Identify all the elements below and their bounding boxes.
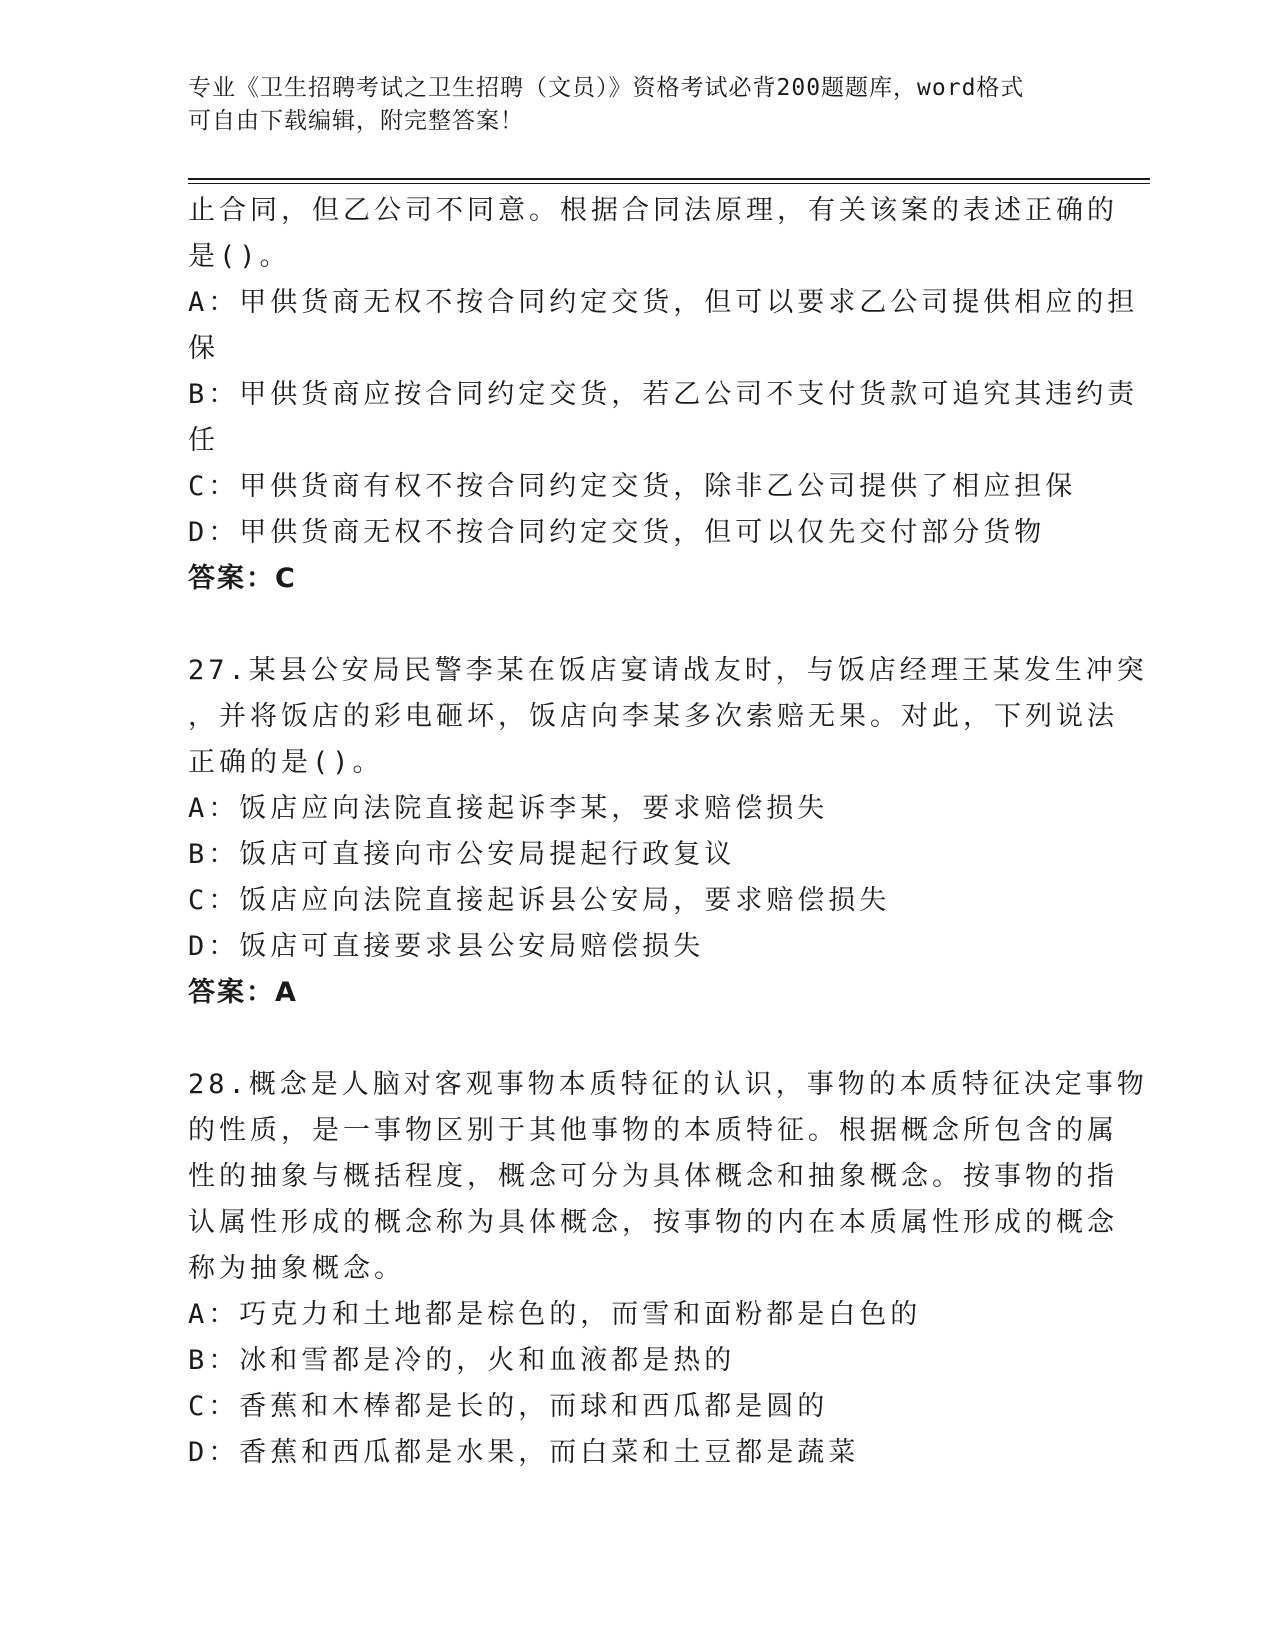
question-28-option-c: C：香蕉和木棒都是长的，而球和西瓜都是圆的 (188, 1391, 829, 1422)
header-title-line-1: 专业《卫生招聘考试之卫生招聘（文员）》资格考试必背200题题库，word格式 (188, 75, 1025, 101)
header-title-line-2: 可自由下载编辑，附完整答案！ (188, 108, 524, 134)
question-27-stem-line-1: 27.某县公安局民警李某在饭店宴请战友时，与饭店经理王某发生冲突 (188, 655, 1148, 686)
spacer (188, 602, 1088, 648)
spacer (188, 1016, 1088, 1062)
question-27-option-b: B：饭店可直接向市公安局提起行政复议 (188, 839, 736, 870)
question-26-option-b-line-2: 任 (188, 425, 219, 456)
question-26-option-d: D：甲供货商无权不按合同约定交货，但可以仅先交付部分货物 (188, 517, 1046, 548)
question-26-option-a-line-2: 保 (188, 333, 219, 364)
question-26-option-a-line-1: A：甲供货商无权不按合同约定交货，但可以要求乙公司提供相应的担 (188, 287, 1139, 318)
question-27-stem-line-2: ，并将饭店的彩电砸坏，饭店向李某多次索赔无果。对此，下列说法 (188, 701, 1118, 732)
document-body (188, 188, 1148, 1476)
question-26 (188, 188, 1139, 602)
question-28-option-d: D：香蕉和西瓜都是水果，而白菜和土豆都是蔬菜 (188, 1437, 860, 1468)
question-26-answer: 答案：C (188, 563, 297, 594)
question-26-stem-line-1: 止合同，但乙公司不同意。根据合同法原理，有关该案的表述正确的 (188, 195, 1118, 226)
question-27-answer: 答案：A (188, 977, 298, 1008)
question-26-option-c: C：甲供货商有权不按合同约定交货，除非乙公司提供了相应担保 (188, 471, 1077, 502)
question-26-stem-line-2: 是()。 (188, 241, 291, 272)
question-27-stem-line-3: 正确的是()。 (188, 747, 384, 778)
question-27 (188, 648, 1148, 1016)
question-26-option-b-line-1: B：甲供货商应按合同约定交货，若乙公司不支付货款可追究其违约责 (188, 379, 1139, 410)
question-28-option-b: B：冰和雪都是冷的，火和血液都是热的 (188, 1345, 736, 1376)
header-divider-thick (188, 178, 1150, 180)
question-28-stem-line-3: 性的抽象与概括程度，概念可分为具体概念和抽象概念。按事物的指 (188, 1161, 1118, 1192)
question-28-stem-line-5: 称为抽象概念。 (188, 1253, 405, 1284)
question-27-option-c: C：饭店应向法院直接起诉县公安局，要求赔偿损失 (188, 885, 891, 916)
question-28-stem-line-4: 认属性形成的概念称为具体概念，按事物的内在本质属性形成的概念 (188, 1207, 1118, 1238)
question-28-stem-line-1: 28.概念是人脑对客观事物本质特征的认识，事物的本质特征决定事物 (188, 1069, 1148, 1100)
header-divider-thin (188, 183, 1150, 184)
question-28 (188, 1062, 1148, 1476)
question-27-option-a: A：饭店应向法院直接起诉李某，要求赔偿损失 (188, 793, 829, 824)
page-header (188, 72, 1068, 138)
question-28-option-a: A：巧克力和土地都是棕色的，而雪和面粉都是白色的 (188, 1299, 922, 1330)
question-28-stem-line-2: 的性质，是一事物区别于其他事物的本质特征。根据概念所包含的属 (188, 1115, 1118, 1146)
question-27-option-d: D：饭店可直接要求县公安局赔偿损失 (188, 931, 705, 962)
